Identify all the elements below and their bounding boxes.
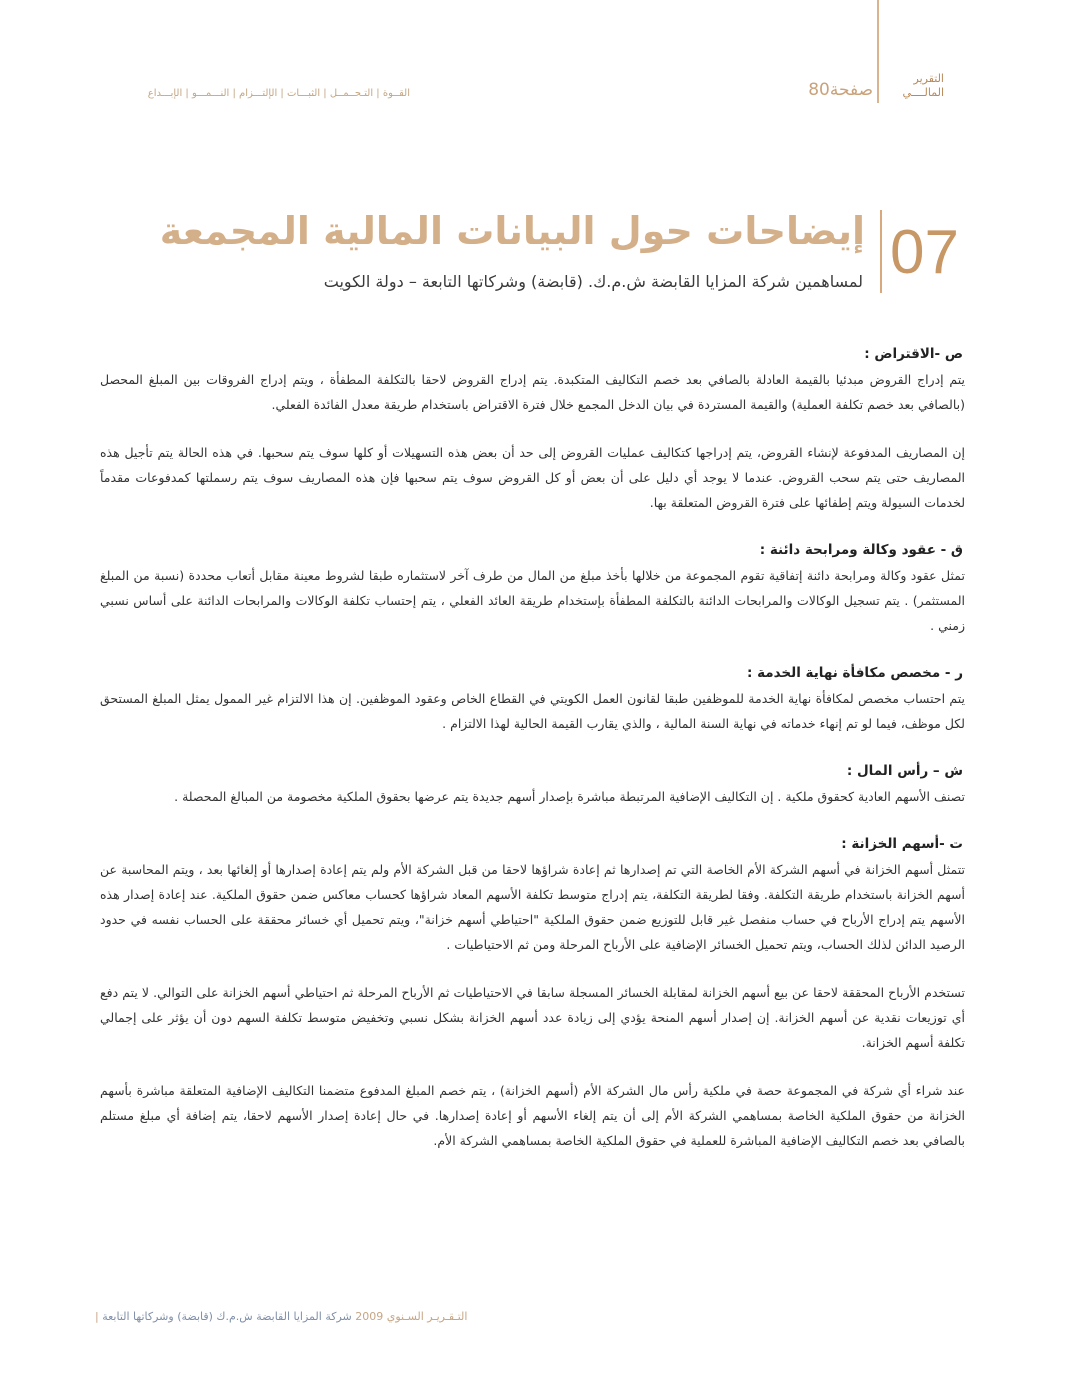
page-number: صفحة80 — [808, 80, 873, 100]
section-paragraph: إن المصاريف المدفوعة لإنشاء القروض، يتم إدراجها كتكاليف عمليات القروض إلى حد أن بعض هذه التسهيلات أو كلها سوف يتم سحبها. في هذه الحالة يتم تأجيل هذه المصاريف حتى يتم سحب القروض. عندما لا يوجد أي دليل على أن بعض أو كل القروض سوف يتم سحبها فإن هذه المصاريف سوف يتم رسملتها كمدفوعات مقدماً لخدمات السيولة ويتم إطفائها على فترة القروض المتعلقة بها. — [100, 445, 965, 510]
section-heading: ت -أسهم الخزانة : — [841, 836, 963, 852]
report-section-label: التقرير المالــــي — [902, 72, 944, 99]
chapter-divider — [880, 210, 882, 293]
section-paragraph: تستخدم الأرباح المحققة لاحقا عن بيع أسهم الخزانة لمقابلة الخسائر المسجلة سابقا في الاحتياطيات ثم الأرباح المرحلة ثم احتياطي أسهم الخزانة على التوالي. لا يتم دفع أي توزيعات نقدية عن أسهم الخزانة. إن إصدار أسهم المنحة يؤدي إلى زيادة عدد أسهم الخزانة بشكل نسبي وتخفيض متوسط تكلفة السهم دون أن يؤثر على إجمالي تكلفة أسهم الخزانة. — [100, 985, 965, 1050]
section-paragraph: يتم احتساب مخصص لمكافأة نهاية الخدمة للموظفين طبقا لقانون العمل الكويتي في القطاع الخاص وعقود الموظفين. إن هذا الالتزام غير الممول يمثل المبلغ المستحق لكل موظف، فيما لو تم إنهاء خدماته في نهاية السنة المالية ، والذي يقارب القيمة الحالية لهذا الالتزام . — [100, 691, 965, 731]
header-divider — [877, 0, 879, 103]
page-subtitle: لمساهمين شركة المزايا القابضة ش.م.ك. (قابضة) وشركاتها التابعة – دولة الكويت — [323, 272, 863, 291]
page-title: إيضاحات حول البيانات المالية المجمعة — [159, 209, 865, 253]
section-paragraph: تتمثل أسهم الخزانة في أسهم الشركة الأم الخاصة التي تم إصدارها ثم إعادة شراؤها لاحقا من قبل الشركة الأم ولم يتم إعادة إصدارها أو إلغائها بعد ، ويتم المحاسبة عن أسهم الخزانة باستخدام طريقة التكلفة. وفقا لطريقة التكلفة، يتم إدراج متوسط تكلفة الأسهم المعاد شراؤها كحساب معاكس ضمن حقوق الملكية. عند إعادة إصدار هذه الأسهم يتم إدراج الأرباح في حساب منفصل غير قابل للتوزيع ضمن حقوق الملكية "احتياطي أسهم خزانة"، ويتم تحميل أي خسائر محققة على الحساب نفسه في حدود الرصيد الدائن لذلك الحساب، ويتم تحميل الخسائر الإضافية على الأرباح المرحلة ومن ثم الاحتياطيات . — [100, 862, 965, 952]
values-tagline: القــوة | التـحــمــل | الثبـــات | الإلتـــزام | النـــمـــو | الإبـــداع — [147, 88, 410, 99]
footer-company: شركة المزايا القابضة ش.م.ك (قابضة) وشركاتها التابعة — [102, 1310, 352, 1323]
section-paragraph: عند شراء أي شركة في المجموعة حصة في ملكية رأس مال الشركة الأم (أسهم الخزانة) ، يتم خصم المبلغ المدفوع متضمنا التكاليف الإضافية المتعلقة مباشرة بأسهم الخزانة من حقوق الملكية الخاصة بمساهمي الشركة الأم إلى أن يتم إلغاء الأسهم أو إعادة إصدارها. في حال إعادة إصدار الأسهم لاحقا، يتم إضافة أي مبلغ مستلم بالصافي بعد خصم التكاليف الإضافية المباشرة للعملية في حقوق الملكية الخاصة بمساهمي الشركة الأم. — [100, 1083, 965, 1148]
section-heading: ر - مخصص مكافأة نهاية الخدمة : — [746, 665, 963, 681]
section-heading: ش – رأس المال : — [846, 763, 963, 779]
footer-report: | التـقـريـر السـنوي 2009 — [95, 1310, 468, 1323]
page-footer — [95, 1310, 515, 1323]
section-paragraph: تمثل عقود وكالة ومرابحة دائنة إتفاقية تقوم المجموعة من خلالها بأخذ مبلغ من المال من طرف آخر لاستثماره طبقا لشروط معينة مقابل أتعاب محددة (نسبة من المبلغ المستثمر) . يتم تسجيل الوكالات والمرابحات الدائنة بالتكلفة المطفأة بإستخدام طريقة العائد الفعلي ، يتم إحتساب تكلفة الوكالات والمرابحات الدائنة على أساس نسبي زمني . — [100, 568, 965, 633]
section-paragraph: يتم إدراج القروض مبدئيا بالقيمة العادلة بالصافي بعد خصم التكاليف المتكبدة. يتم إدراج القروض لاحقا بالتكلفة المطفأة ، ويتم إدراج الفروقات بين المبلغ المحصل (بالصافي بعد خصم تكلفة العملية) والقيمة المستردة في بيان الدخل المجمع خلال فترة الاقتراض باستخدام طريقة معدل الفائدة الفعلي. — [100, 372, 965, 412]
section-heading: ق - عقود وكالة ومرابحة دائنة : — [759, 542, 963, 558]
section-paragraph: تصنف الأسهم العادية كحقوق ملكية . إن التكاليف الإضافية المرتبطة مباشرة بإصدار أسهم جديدة يتم عرضها بحقوق الملكية مخصومة من المبالغ المحصلة . — [174, 789, 965, 804]
chapter-number: 07 — [890, 218, 959, 287]
notes-content — [100, 342, 965, 1153]
section-heading: ص -الاقتراض : — [864, 346, 963, 362]
